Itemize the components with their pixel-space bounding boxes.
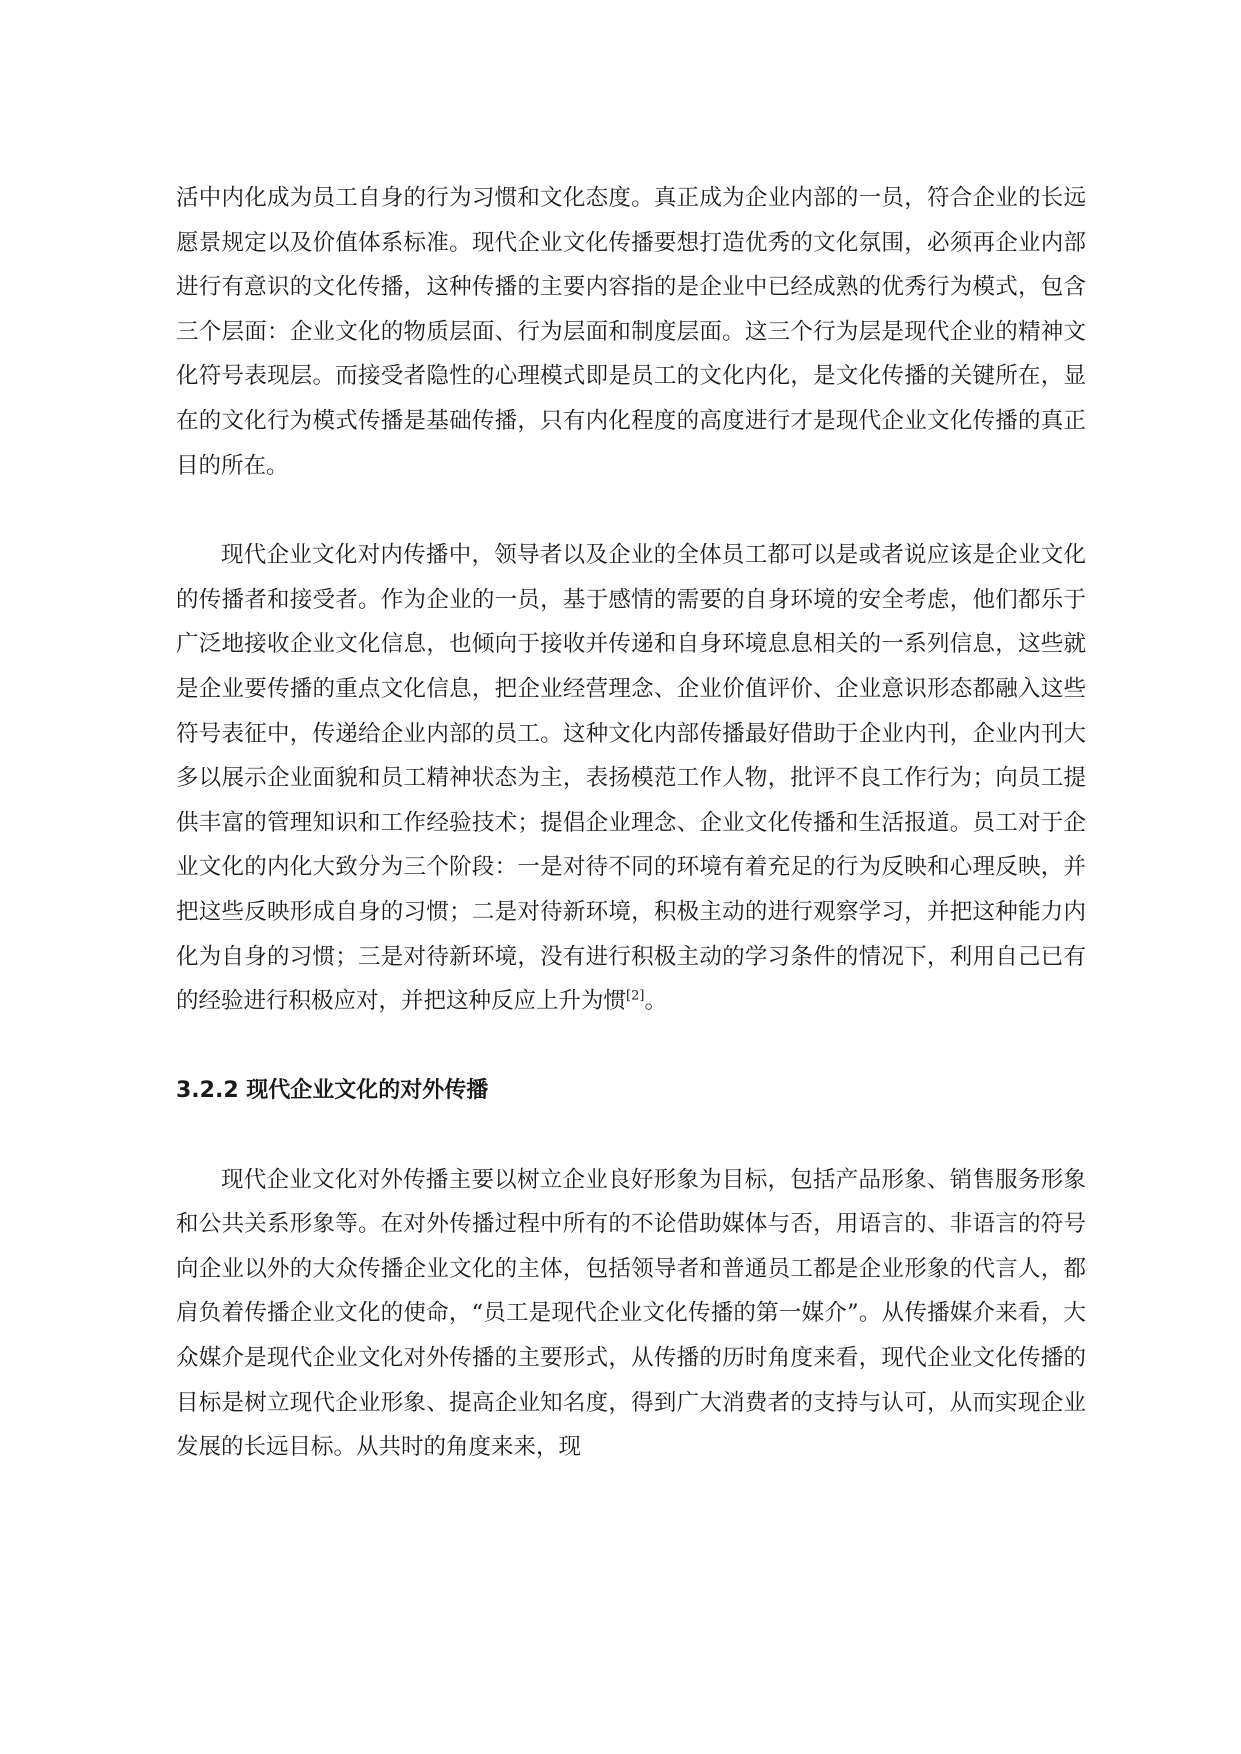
paragraph-end-punct: 。 bbox=[644, 988, 667, 1015]
paragraph-gap bbox=[176, 1024, 1086, 1069]
document-page bbox=[176, 176, 1086, 1470]
paragraph-gap bbox=[176, 488, 1086, 533]
paragraph-external-communication: 现代企业文化对外传播主要以树立企业良好形象为目标，包括产品形象、销售服务形象和公共关系形象等。在对外传播过程中所有的不论借助媒体与否，用语言的、非语言的符号向企业以外的大众传播企业文化的主体，包括领导者和普通员工都是企业形象的代言人，都肩负着传播企业文化的使命，“员工是现代企业文化传播的第一媒介”。从传播媒介来看，大众媒介是现代企业文化对外传播的主要形式，从传播的历时角度来看，现代企业文化传播的目标是树立现代企业形象、提高企业知名度，得到广大消费者的支持与认可，从而实现企业发展的长远目标。从共时的角度来来，现 bbox=[176, 1166, 1086, 1461]
paragraph-gap bbox=[176, 1113, 1086, 1158]
paragraph-continued: 活中内化成为员工自身的行为习惯和文化态度。真正成为企业内部的一员，符合企业的长远愿景规定以及价值体系标准。现代企业文化传播要想打造优秀的文化氛围，必须再企业内部进行有意识的文化传播，这种传播的主要内容指的是企业中已经成熟的优秀行为模式，包含三个层面：企业文化的物质层面、行为层面和制度层面。这三个行为层是现代企业的精神文化符号表现层。而接受者隐性的心理模式即是员工的文化内化，是文化传播的关键所在，显在的文化行为模式传播是基础传播，只有内化程度的高度进行才是现代企业文化传播的真正目的所在。 bbox=[176, 185, 1086, 479]
section-heading: 3.2.2 现代企业文化的对外传播 bbox=[176, 1077, 489, 1103]
paragraph-text: 现代企业文化对内传播中，领导者以及企业的全体员工都可以是或者说应该是企业文化的传播者和接受者。作为企业的一员，基于感情的需要的自身环境的安全考虑，他们都乐于广泛地接收企业文化信息，也倾向于接收并传递和自身环境息息相关的一系列信息，这些就是企业要传播的重点文化信息，把企业经营理念、企业价值评价、企业意识形态都融入这些符号表征中，传递给企业内部的员工。这种文化内部传播最好借助于企业内刊，企业内刊大多以展示企业面貌和员工精神状态为主，表扬模范工作人物，批评不良工作行为；向员工提供丰富的管理知识和工作经验技术；提倡企业理念、企业文化传播和生活报道。员工对于企业文化的内化大致分为三个阶段：一是对待不同的环境有着充足的行为反映和心理反映，并把这些反映形成自身的习惯；二是对待新环境，积极主动的进行观察学习，并把这种能力内化为自身的习惯；三是对待新环境，没有进行积极主动的学习条件的情况下，利用自己已有的经验进行积极应对，并把这种反应上升为惯 bbox=[176, 542, 1086, 1015]
citation-marker: [2] bbox=[626, 988, 645, 1004]
paragraph-internal-communication bbox=[176, 533, 1086, 1024]
